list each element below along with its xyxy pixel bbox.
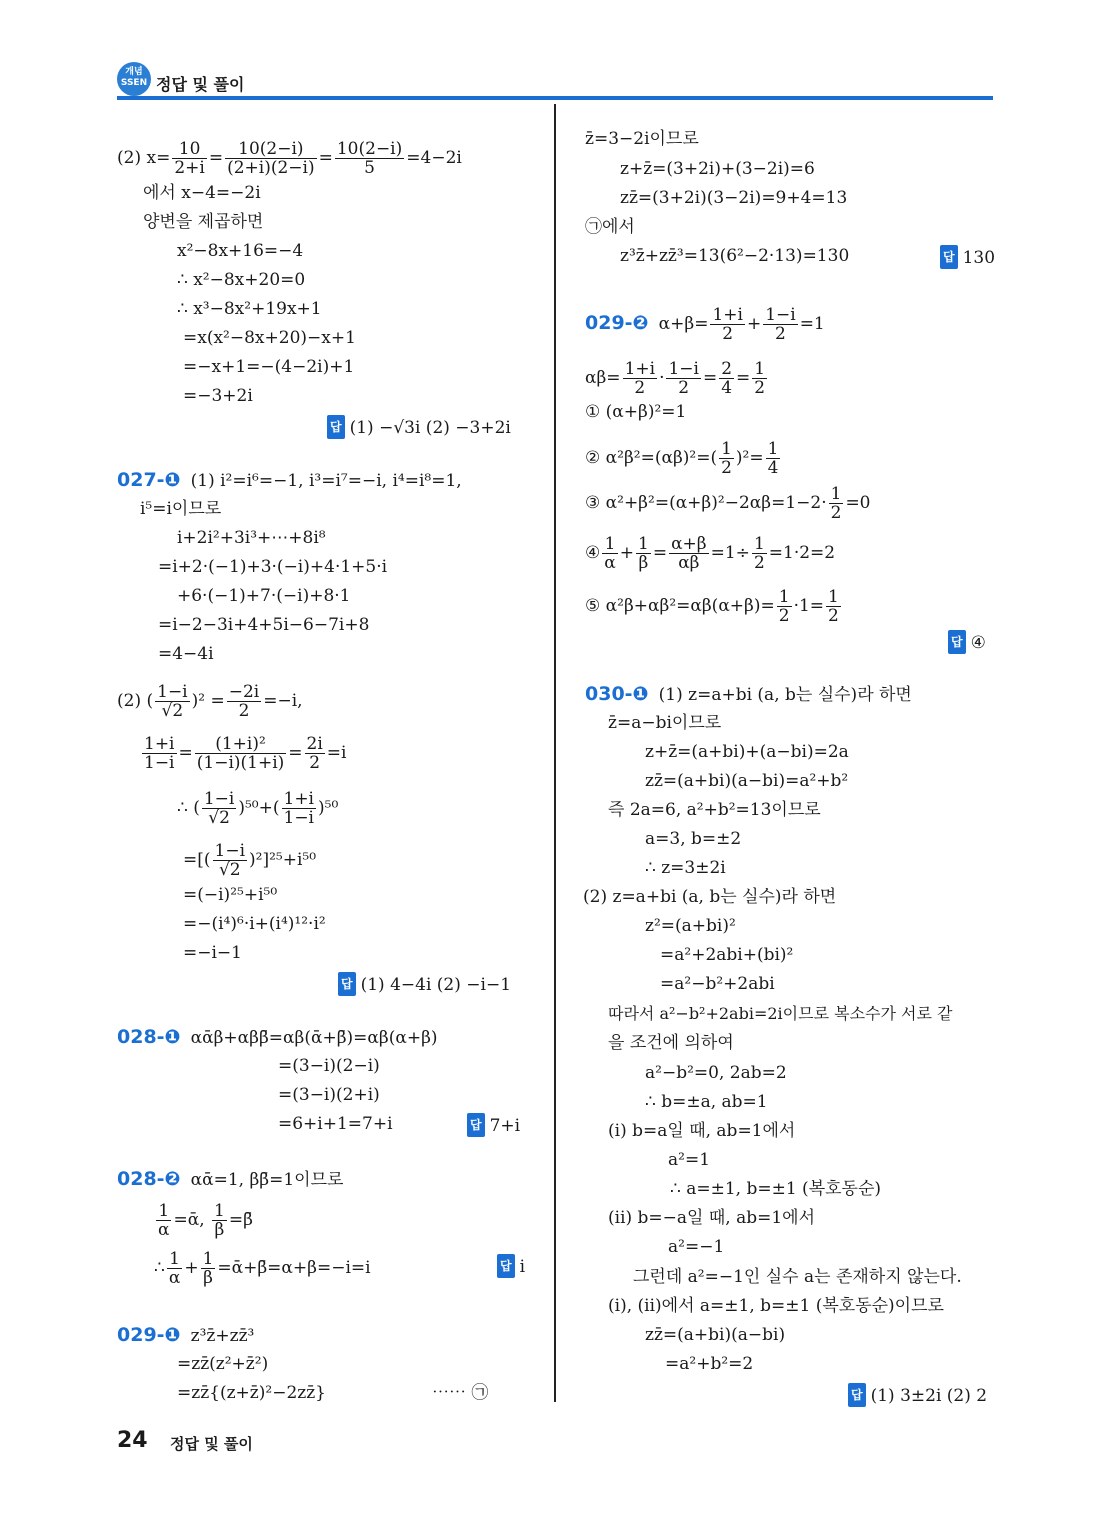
answer-tag: 답 [940, 245, 958, 269]
math-line: =a²+2abi+(bi)² [660, 945, 794, 965]
math-line: zz̄=(a+bi)(a−bi)=a²+b² [645, 771, 849, 791]
math-line: 양변을 제곱하면 [143, 212, 264, 232]
problem-number: 029-❶ [117, 1324, 181, 1346]
math-line: 에서 x−4=−2i [143, 183, 261, 203]
answer-tag: 답 [338, 972, 356, 996]
math-line: ⑤ α²β+αβ²=αβ(α+β)= $\frac{1}{2}$ ·1= $\frac{1}{2}$ [585, 587, 839, 626]
answer-tag: 답 [467, 1113, 485, 1137]
math-line: (ⅱ) b=−a일 때, ab=1에서 [608, 1208, 816, 1228]
math-line: z+z̄=(3+2i)+(3−2i)=6 [620, 159, 815, 179]
math-line: =4−4i [158, 644, 214, 664]
problem-number: 028-❶ [117, 1026, 181, 1048]
math-line: 028-❷ αᾱ=1, ββ̄=1이므로 [117, 1168, 344, 1190]
math-line: ∴ x³−8x²+19x+1 [177, 299, 322, 319]
math-line: 029-❷ α+β= $\frac{1+i}{2}$ + $\frac{1-i}{2}$ =1 [585, 305, 825, 344]
problem-number: 028-❷ [117, 1168, 181, 1190]
math-line: x²−8x+16=−4 [177, 241, 304, 261]
math-line: =−(i⁴)⁶·i+(i⁴)¹²·i² [183, 914, 326, 934]
math-line: ∴ b=±a, ab=1 [645, 1092, 768, 1112]
math-line: +6·(−1)+7·(−i)+8·1 [177, 586, 351, 606]
header-title: 정답 및 풀이 [156, 75, 245, 94]
math-line: a²=1 [668, 1150, 711, 1170]
math-line: z+z̄=(a+bi)+(a−bi)=2a [645, 742, 849, 762]
math-line: =x(x²−8x+20)−x+1 [183, 328, 356, 348]
math-line: ② α²β²=(αβ)²=( $\frac{1}{2}$ )²= $\frac{1}{4}$ [585, 439, 779, 478]
math-line: =6+i+1=7+i [278, 1114, 393, 1134]
math-line: 을 조건에 의하여 [608, 1033, 734, 1053]
math-line: 027-❶ (1) i²=i⁶=−1, i³=i⁷=−i, i⁴=i⁸=1, [117, 469, 462, 491]
math-line: =i−2−3i+4+5i−6−7i+8 [158, 615, 370, 635]
math-line: (2) x= $\frac{10}{2+i}$ = $\frac{10(2-i)}{(2+i)(2-i)}$ = $\frac{10(2-i)}{5}$ =4−2i [117, 139, 462, 178]
math-line: ㉠에서 [585, 217, 635, 237]
answer-028-2: 답 i [497, 1254, 525, 1278]
math-line: zz̄=(3+2i)(3−2i)=9+4=13 [620, 188, 848, 208]
math-line: ∴ ( $\frac{1-i}{√2}$ )⁵⁰+( $\frac{1+i}{1-i}$ )⁵⁰ [177, 789, 339, 828]
math-line: =−x+1=−(4−2i)+1 [183, 357, 355, 377]
answer-030: 답 (1) 3±2i (2) 2 [848, 1383, 987, 1407]
math-line: $\frac{1}{\alpha}$ =ᾱ, $\frac{1}{\beta}$ =β̄ [158, 1201, 253, 1240]
problem-number: 027-❶ [117, 469, 181, 491]
math-line: i⁵=i이므로 [140, 499, 222, 519]
math-line: (ⅰ), (ⅱ)에서 a=±1, b=±1 (복호동순)이므로 [608, 1296, 944, 1316]
math-line: ∴ a=±1, b=±1 (복호동순) [670, 1179, 882, 1199]
math-line: (2) ( $\frac{1-i}{√2}$ )² = $\frac{-2i}{2}$ =−i, [117, 682, 303, 721]
math-line: =(−i)²⁵+i⁵⁰ [183, 885, 278, 905]
math-line: =i+2·(−1)+3·(−i)+4·1+5·i [158, 557, 388, 577]
math-line: z³z̄+zz̄³=13(6²−2·13)=130 [620, 246, 850, 266]
answer-tag: 답 [327, 415, 345, 439]
equation-marker: ⋯⋯ ㉠ [432, 1383, 489, 1403]
math-line: =[( $\frac{1-i}{√2}$ )²]²⁵+i⁵⁰ [183, 841, 317, 880]
problem-number: 029-❷ [585, 312, 649, 334]
math-line: a²−b²=0, 2ab=2 [645, 1063, 787, 1083]
math-line: =−3+2i [183, 386, 253, 406]
answer-028-1: 답 7+i [467, 1113, 520, 1137]
math-line: a=3, b=±2 [645, 829, 742, 849]
math-line: (2) z=a+bi (a, b는 실수)라 하면 [583, 887, 837, 907]
problem-number: 030-❶ [585, 683, 649, 705]
math-line: z̄=3−2i이므로 [585, 129, 699, 149]
math-line: 030-❶ (1) z=a+bi (a, b는 실수)라 하면 [585, 683, 912, 705]
math-line: αβ= $\frac{1+i}{2}$ · $\frac{1-i}{2}$ = $\frac{2}{4}$ = $\frac{1}{2}$ [585, 359, 766, 398]
math-line: ∴ $\frac{1}{\alpha}$ + $\frac{1}{\beta}$ =ᾱ+β̄=α+β=−i=i [154, 1249, 371, 1288]
math-line: i+2i²+3i³+⋯+8i⁸ [177, 528, 326, 548]
math-line: 따라서 a²−b²+2abi=2i이므로 복소수가 서로 같 [608, 1004, 953, 1023]
math-line: ③ α²+β²=(α+β)²−2αβ=1−2· $\frac{1}{2}$ =0 [585, 484, 871, 523]
math-line: =−i−1 [183, 943, 242, 963]
math-line: =(3−i)(2−i) [278, 1056, 380, 1076]
footer-label: 정답 및 풀이 [170, 1435, 253, 1453]
answer-tag: 답 [497, 1254, 515, 1278]
math-line: 그런데 a²=−1인 실수 a는 존재하지 않는다. [633, 1267, 962, 1287]
answer-026: 답 (1) −√3i (2) −3+2i [327, 415, 511, 439]
math-line: =a²+b²=2 [665, 1354, 754, 1374]
math-line: =(3−i)(2+i) [278, 1085, 380, 1105]
math-line: 즉 2a=6, a²+b²=13이므로 [608, 800, 821, 820]
math-line: a²=−1 [668, 1237, 725, 1257]
answer-029-2: 답 ④ [948, 630, 986, 654]
header-rule [117, 96, 993, 100]
answer-027: 답 (1) 4−4i (2) −i−1 [338, 972, 511, 996]
math-line: z²=(a+bi)² [645, 916, 736, 936]
math-line: =a²−b²+2abi [660, 974, 775, 994]
math-line: (ⅰ) b=a일 때, ab=1에서 [608, 1121, 796, 1141]
math-line: ④ $\frac{1}{\alpha}$ + $\frac{1}{\beta}$ = $\frac{\alpha+\beta}{\alpha\beta}$ =1÷ $\frac{1}{2}$ =1·2=2 [585, 534, 836, 573]
math-line: $\frac{1+i}{1-i}$ = $\frac{\text{(1+i)²}}{(1-i)(1+i)}$ = $\frac{2i}{2}$ =i [144, 734, 347, 773]
math-line: zz̄=(a+bi)(a−bi) [645, 1325, 786, 1345]
answer-029-1: 답 130 [940, 245, 995, 269]
math-line: ∴ x²−8x+20=0 [177, 270, 306, 290]
brand-logo: 개념SSEN [117, 62, 151, 96]
math-line: 029-❶ z³z̄+zz̄³ [117, 1324, 255, 1346]
math-line: =zz̄{(z+z̄)²−2zz̄} [177, 1383, 326, 1403]
math-line: =zz̄(z²+z̄²) [177, 1354, 269, 1374]
math-line: ∴ z=3±2i [645, 858, 726, 878]
column-divider [554, 104, 556, 1402]
math-line: z̄=a−bi이므로 [608, 713, 722, 733]
answer-tag: 답 [848, 1383, 866, 1407]
math-line: ① (α+β)²=1 [585, 402, 687, 422]
page-number: 24 [117, 1428, 148, 1453]
math-line: 028-❶ αᾱβ+αββ̄=αβ(ᾱ+β̄)=αβ(α+β) [117, 1026, 438, 1048]
answer-tag: 답 [948, 630, 966, 654]
